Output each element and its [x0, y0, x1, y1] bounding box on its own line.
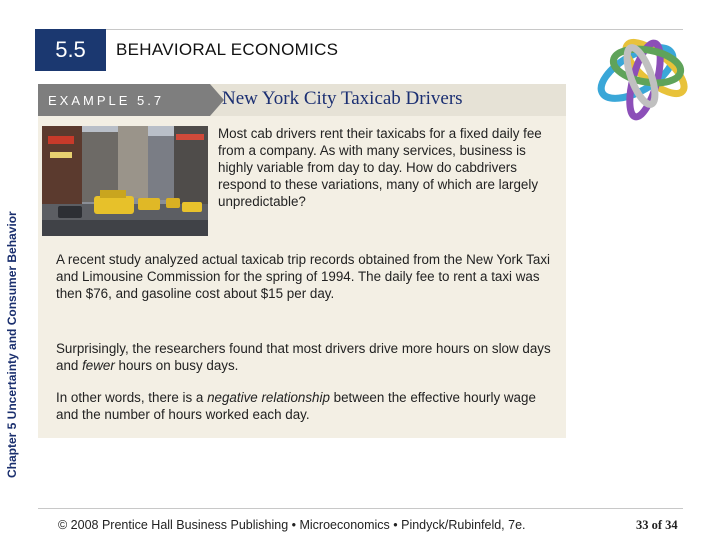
section-title: BEHAVIORAL ECONOMICS: [116, 40, 339, 59]
findings-emphasis: fewer: [82, 358, 115, 373]
colored-rings-icon: [575, 18, 715, 130]
footer-credit: © 2008 Prentice Hall Business Publishing • Microeconomics • Pindyck/Rubinfeld, 7e.: [58, 518, 526, 532]
findings-paragraph: [56, 340, 556, 374]
study-paragraph: A recent study analyzed actual taxicab trip records obtained from the New York Taxi and Limousine Commission for the spring of 1994. The daily fee to rent a taxi was then $76, and gasoline cost about $15 per day.: [56, 252, 550, 301]
example-title: New York City Taxicab Drivers: [222, 88, 463, 109]
footer-divider: [38, 508, 683, 509]
conclusion-paragraph: [56, 389, 556, 423]
conclusion-text-end: between the effective hourly wage and the number of hours worked each day.: [56, 390, 536, 422]
conclusion-emphasis: negative relationship: [207, 390, 330, 405]
chapter-label-text: Chapter 5 Uncertainty and Consumer Behavior: [5, 211, 19, 478]
example-banner: [38, 84, 566, 116]
intro-paragraph: Most cab drivers rent their taxicabs for a fixed daily fee from a company. As with many services, business is highly variable from day to day. How do cabdrivers respond to these variations, many of which are largely unpredictable?: [218, 126, 542, 209]
example-tag: EXAMPLE 5.7: [38, 84, 210, 116]
findings-text: Surprisingly, the researchers found that most drivers drive more hours on slow days and: [56, 341, 551, 373]
taxi-street-photo-icon: [42, 126, 208, 236]
findings-text-end: hours on busy days.: [114, 358, 239, 373]
conclusion-text: In other words, there is a: [56, 390, 208, 405]
page-number: 33 of 34: [636, 518, 678, 532]
section-number-badge: 5.5: [35, 29, 106, 71]
